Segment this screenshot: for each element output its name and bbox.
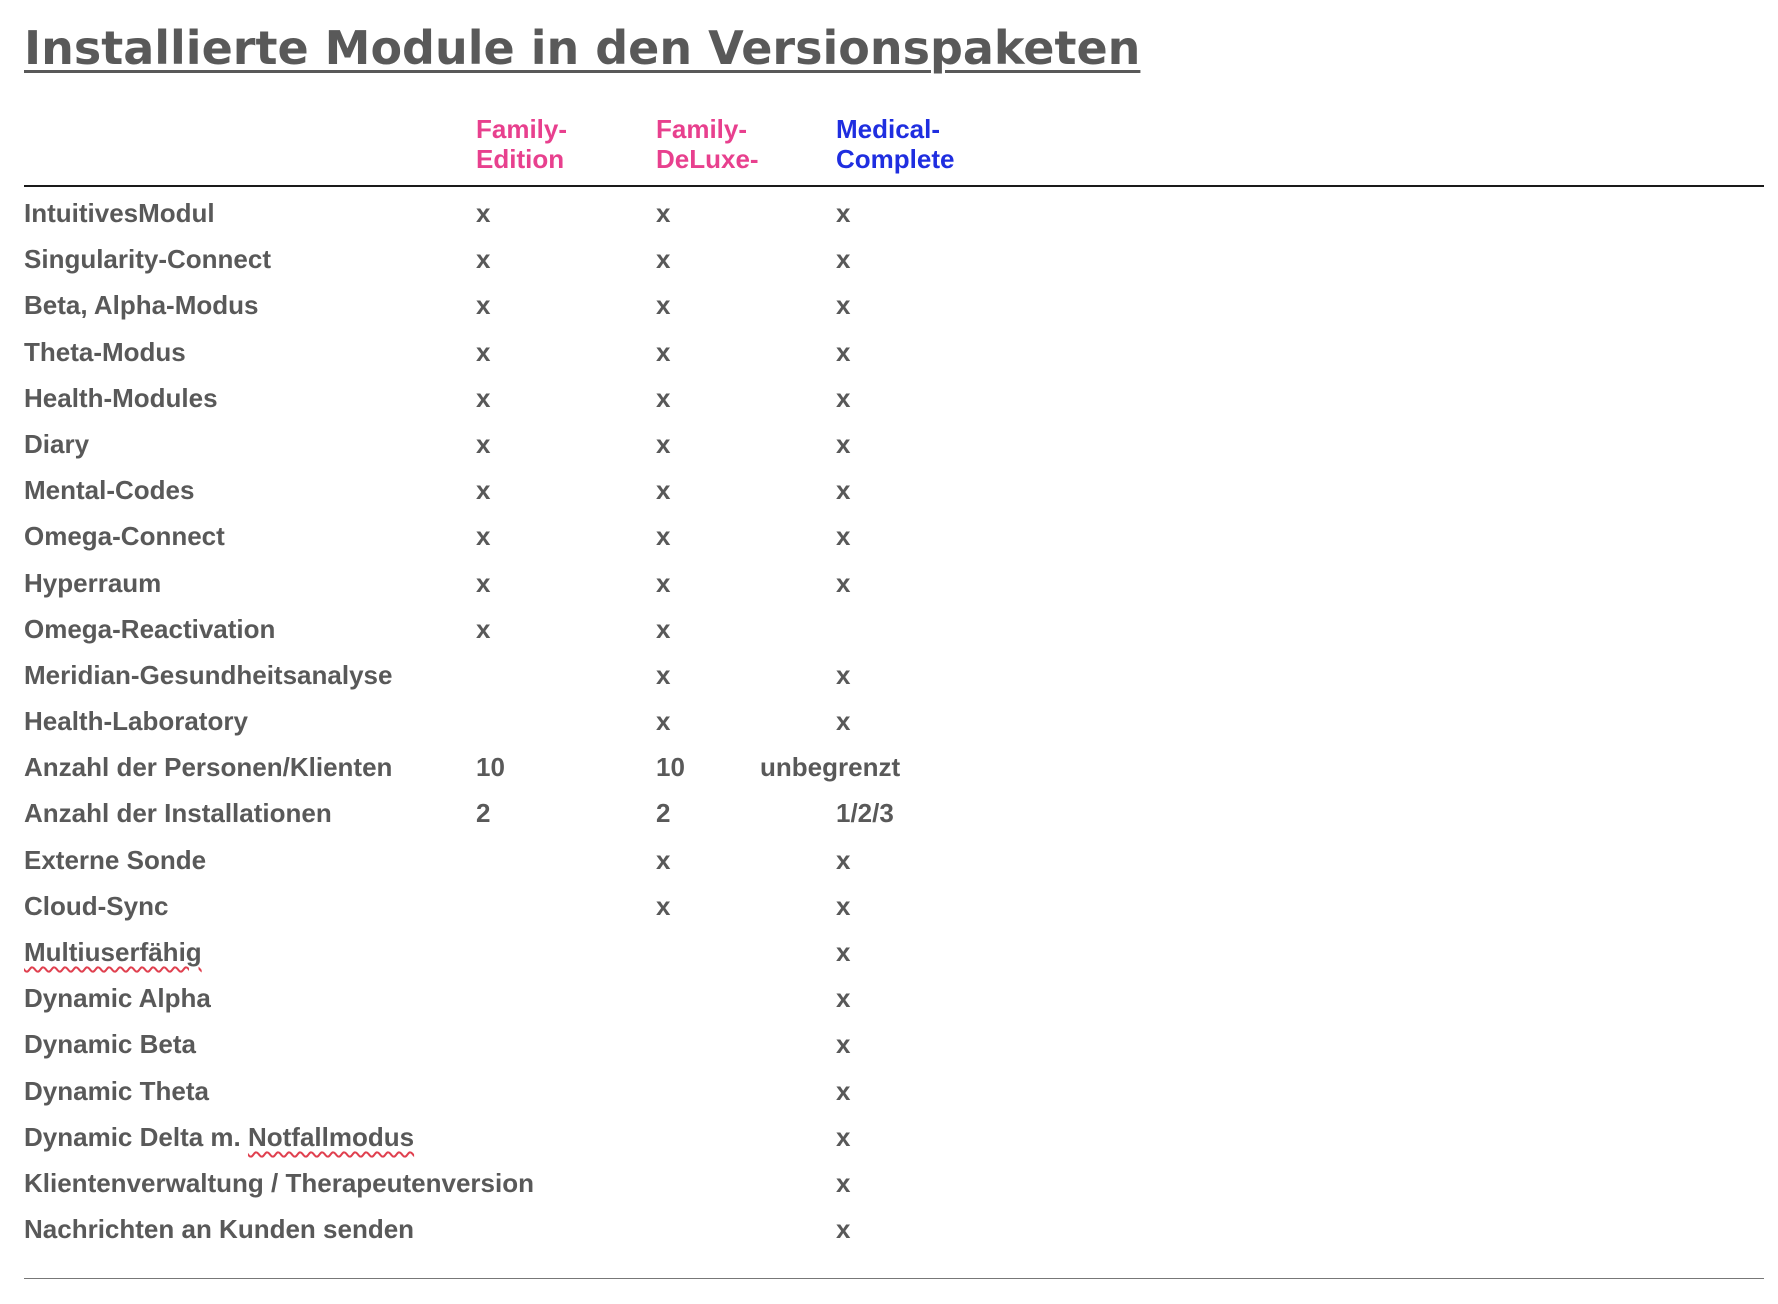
cell-medical-complete: 1/2/3 xyxy=(836,798,894,829)
cell-medical-complete: x xyxy=(836,1167,851,1198)
cell-family-deluxe: x xyxy=(656,890,671,921)
cell-medical-complete: x xyxy=(836,1121,851,1152)
row-label: Singularity-Connect xyxy=(24,244,272,275)
cell-family-deluxe: x xyxy=(656,198,671,228)
cell-family-deluxe: x xyxy=(656,475,671,506)
table-row xyxy=(24,337,1764,383)
cell-medical-complete: x xyxy=(836,521,851,552)
cell-family-deluxe: 2 xyxy=(656,798,671,829)
table-row xyxy=(24,290,1764,336)
cell-family-deluxe: 10 xyxy=(656,752,685,783)
table-row xyxy=(24,1029,1764,1075)
row-label: Cloud-Sync xyxy=(24,890,169,921)
table-row xyxy=(24,383,1764,429)
cell-medical-complete: x xyxy=(836,706,851,737)
table-row xyxy=(24,845,1764,891)
cell-family-deluxe: x xyxy=(656,659,671,690)
cell-family-edition: x xyxy=(476,290,491,321)
cell-family-edition: x xyxy=(476,336,491,367)
row-label: Klientenverwaltung / Therapeutenversion xyxy=(24,1167,534,1198)
cell-medical-complete: x xyxy=(836,844,851,875)
cell-family-edition: x xyxy=(476,198,491,228)
row-label: Omega-Reactivation xyxy=(24,613,276,644)
cell-family-edition: 10 xyxy=(476,752,505,783)
cell-medical-complete: x xyxy=(836,198,851,228)
row-label: Mental-Codes xyxy=(24,475,195,506)
table-row xyxy=(24,614,1764,660)
cell-family-edition: x xyxy=(476,428,491,459)
table-row xyxy=(24,198,1764,244)
row-label: Anzahl der Installationen xyxy=(24,798,332,829)
cell-medical-complete: x xyxy=(836,890,851,921)
spellcheck-flagged-word: Notfallmodus xyxy=(247,1121,415,1152)
cell-family-deluxe: x xyxy=(656,844,671,875)
table-row xyxy=(24,1122,1764,1168)
cell-medical-complete: x xyxy=(836,1214,851,1245)
table-row xyxy=(24,891,1764,937)
table-row xyxy=(24,521,1764,567)
cell-medical-complete: x xyxy=(836,983,851,1014)
row-label xyxy=(24,1122,414,1152)
page-title: Installierte Module in den Versionspaketen xyxy=(24,21,1141,75)
row-label: Dynamic Theta xyxy=(24,1075,209,1106)
cell-family-edition: 2 xyxy=(476,798,491,829)
column-heading-line: Edition xyxy=(476,144,565,174)
cell-family-deluxe: x xyxy=(656,613,671,644)
cell-family-deluxe: x xyxy=(656,244,671,275)
row-label: Hyperraum xyxy=(24,567,162,598)
cell-medical-complete: x xyxy=(836,244,851,275)
module-table xyxy=(24,198,1764,1260)
cell-medical-complete: x xyxy=(836,659,851,690)
cell-medical-complete: x xyxy=(836,567,851,598)
cell-family-deluxe: x xyxy=(656,428,671,459)
row-label: Theta-Modus xyxy=(24,336,186,367)
table-row xyxy=(24,429,1764,475)
cell-medical-complete: x xyxy=(836,382,851,413)
table-row xyxy=(24,660,1764,706)
table-row xyxy=(24,752,1764,798)
header-divider xyxy=(24,185,1764,187)
row-label-spellcheck-flagged: Multiuserfähig xyxy=(24,937,202,967)
column-heading-line: Family- xyxy=(656,114,748,144)
table-row xyxy=(24,798,1764,844)
row-label: Dynamic Alpha xyxy=(24,983,211,1014)
table-row xyxy=(24,568,1764,614)
column-heading-line: Medical- xyxy=(836,114,941,144)
table-row xyxy=(24,1168,1764,1214)
cell-family-deluxe: x xyxy=(656,521,671,552)
row-label: Beta, Alpha-Modus xyxy=(24,290,259,321)
cell-family-edition: x xyxy=(476,475,491,506)
row-label: Health-Laboratory xyxy=(24,706,248,737)
column-heading-line: Complete xyxy=(836,144,955,174)
cell-medical-complete: x xyxy=(836,1029,851,1060)
row-label: IntuitivesModul xyxy=(24,198,215,228)
cell-family-deluxe: x xyxy=(656,382,671,413)
table-row xyxy=(24,244,1764,290)
row-label: Diary xyxy=(24,428,90,459)
cell-family-deluxe: x xyxy=(656,290,671,321)
column-heading-line: Family- xyxy=(476,114,568,144)
cell-medical-complete: x xyxy=(836,428,851,459)
row-label: Anzahl der Personen/Klienten xyxy=(24,752,393,783)
cell-family-deluxe: x xyxy=(656,336,671,367)
footer-divider xyxy=(24,1278,1764,1279)
cell-medical-complete: x xyxy=(836,475,851,506)
row-label-text: Dynamic Delta m. xyxy=(24,1121,248,1152)
row-label: Meridian-Gesundheitsanalyse xyxy=(24,659,393,690)
cell-medical-complete: x xyxy=(836,937,851,967)
cell-medical-complete: x xyxy=(836,336,851,367)
cell-family-deluxe: x xyxy=(656,567,671,598)
row-label: Externe Sonde xyxy=(24,844,207,875)
cell-family-edition: x xyxy=(476,567,491,598)
column-heading-line: DeLuxe- xyxy=(656,144,759,174)
cell-family-edition: x xyxy=(476,613,491,644)
cell-medical-complete: unbegrenzt xyxy=(760,752,901,783)
row-label: Health-Modules xyxy=(24,382,218,413)
cell-medical-complete: x xyxy=(836,290,851,321)
cell-medical-complete: x xyxy=(836,1075,851,1106)
table-row xyxy=(24,1214,1764,1260)
table-row xyxy=(24,1076,1764,1122)
row-label: Dynamic Beta xyxy=(24,1029,196,1060)
table-row xyxy=(24,475,1764,521)
cell-family-edition: x xyxy=(476,382,491,413)
table-row xyxy=(24,983,1764,1029)
cell-family-edition: x xyxy=(476,244,491,275)
column-heading-family-deluxe xyxy=(656,114,759,174)
cell-family-deluxe: x xyxy=(656,706,671,737)
row-label: Nachrichten an Kunden senden xyxy=(24,1214,415,1245)
column-heading-medical-complete xyxy=(836,114,954,174)
column-heading-family-edition xyxy=(476,114,567,174)
row-label: Omega-Connect xyxy=(24,521,225,552)
cell-family-edition: x xyxy=(476,521,491,552)
table-row xyxy=(24,706,1764,752)
table-row xyxy=(24,937,1764,983)
